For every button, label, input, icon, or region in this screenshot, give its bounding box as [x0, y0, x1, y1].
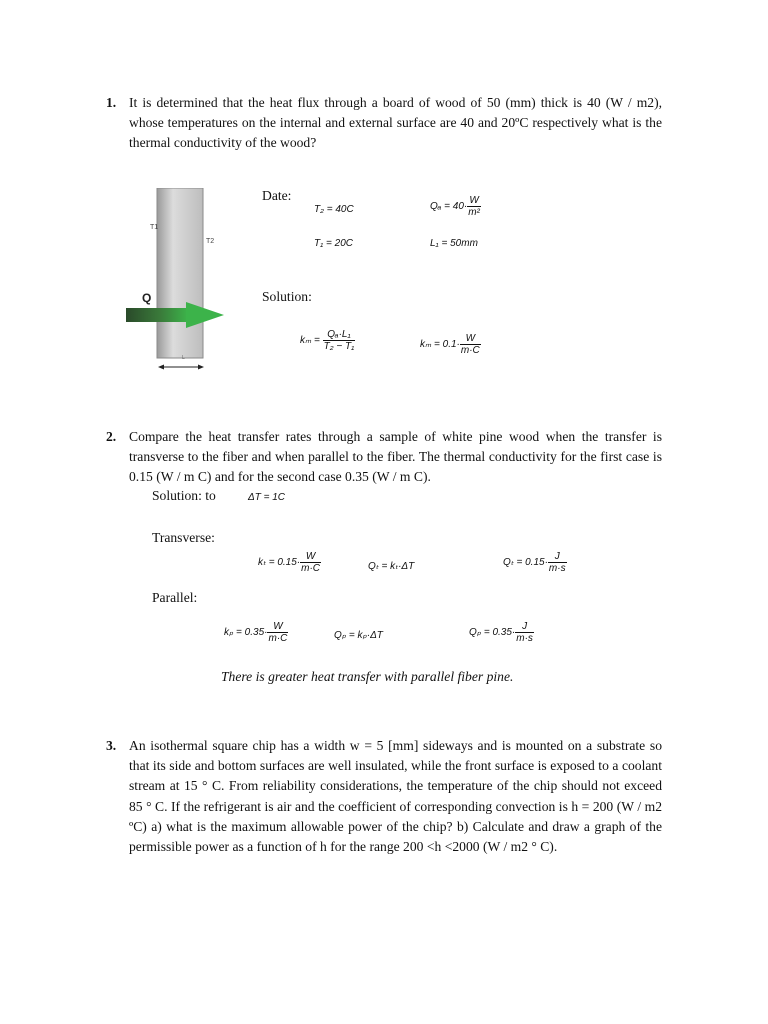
data-t2: T₂ = 40C — [314, 204, 354, 215]
solution-label: Solution: to — [152, 488, 216, 503]
dimension-arrow-right — [198, 365, 204, 370]
l-label: L — [182, 355, 185, 361]
qa-num: W — [469, 195, 479, 206]
qt-res-lhs: Qₜ = 0.15· — [503, 557, 548, 569]
data-t1: T₁ = 20C — [314, 238, 354, 249]
qp-equation: Qₚ = kₚ·ΔT — [334, 630, 383, 641]
wood-board-figure — [120, 188, 230, 378]
qp-res-lhs: Qₚ = 0.35· — [469, 627, 516, 639]
qt-res-num: J — [554, 551, 560, 562]
solution-label: Solution: — [262, 289, 312, 304]
transverse-label: Transverse: — [152, 530, 215, 545]
problem-text: An isothermal square chip has a width w = 5 [mm] sideways and is mounted on a substrate so that its side and bottom surfaces are well insulated, while the front surface is exposed to a coolant stream at 15 ° C. From reliability considerations, the temperature of the chip should not exceed 85 ° C. If the refrigerant is air and the coefficient of corresponding convection is h = 200 (W / m2 ºC) a) what is the maximum allowable power of the chip? b) Calculate and draw a graph of the permissible power as a function of h for the range 200 <h <2000 (W / m2 ° C). — [129, 738, 662, 855]
problem-text: Compare the heat transfer rates through a sample of white pine wood when the transfer is transverse to the fiber and when parallel to the fiber. The thermal conductivity for the first case is 0.15 (W / m C) and for the second case 0.35 (W / m C). — [129, 429, 662, 485]
date-label: Date: — [262, 188, 292, 203]
km-num: Qₐ·L₁ — [327, 329, 351, 340]
qt-equation: Qₜ = kₜ·ΔT — [368, 561, 415, 572]
km-result — [420, 333, 481, 356]
km-lhs: kₘ = — [300, 335, 320, 347]
t1-label: T1 — [150, 224, 159, 231]
km-formula — [300, 329, 355, 352]
km-res-lhs: kₘ = 0.1· — [420, 339, 460, 351]
kp-num: W — [273, 621, 283, 632]
qp-result — [469, 621, 534, 644]
kt-lhs: kₜ = 0.15· — [258, 557, 301, 569]
qa-lhs: Qₐ = 40· — [430, 201, 468, 213]
km-res-den: m·C — [460, 345, 480, 356]
problem-number: 2. — [106, 429, 117, 444]
problem-number: 1. — [106, 95, 117, 110]
kt-den: m·C — [301, 563, 321, 574]
dimension-arrow-left — [158, 365, 164, 370]
qt-result — [503, 551, 567, 574]
q-label: Q — [142, 291, 152, 305]
heat-arrow-shaft — [126, 308, 188, 322]
problem-number: 3. — [106, 738, 117, 753]
conclusion: There is greater heat transfer with parallel fiber pine. — [221, 669, 514, 684]
kp-equation — [224, 621, 288, 644]
kp-lhs: kₚ = 0.35· — [224, 627, 268, 639]
problem-text: It is determined that the heat flux through a board of wood of 50 (mm) thick is 40 (W / m2), whose temperatures on the internal and external surface are 40 and 20ºC respectively what is the thermal conductivity of the wood? — [129, 95, 662, 151]
kt-num: W — [305, 551, 316, 562]
qp-res-den: m·s — [516, 633, 533, 644]
parallel-label: Parallel: — [152, 590, 198, 605]
delta-t: ΔT = 1C — [248, 492, 285, 503]
qa-den: m² — [468, 207, 480, 218]
data-l1: L₁ = 50mm — [430, 238, 478, 249]
qt-res-den: m·s — [548, 563, 566, 574]
heat-arrow-head — [186, 302, 224, 328]
t2-label: T2 — [206, 238, 215, 245]
kt-equation — [258, 551, 321, 574]
kp-den: m·C — [268, 633, 288, 644]
wood-board — [157, 188, 203, 358]
data-qa — [430, 195, 481, 218]
km-den: T₂ − T₁ — [323, 341, 355, 352]
qp-res-num: J — [522, 621, 528, 632]
km-res-num: W — [465, 333, 476, 344]
